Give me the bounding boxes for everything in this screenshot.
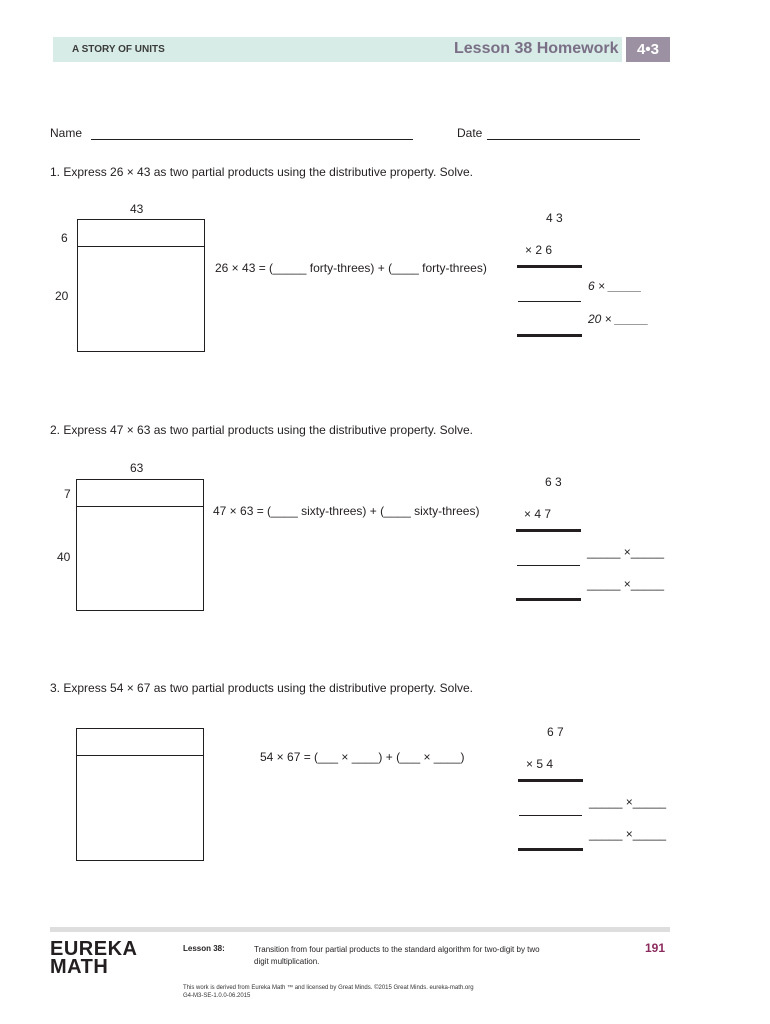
problem-1-alg-bar-1 [517, 265, 582, 268]
problem-2-alg-mult: × 4 7 [524, 507, 552, 521]
problem-1-area-left-small: 6 [61, 231, 68, 245]
problem-3-partial-1-label: _____ ×_____ [589, 795, 667, 809]
footer-lesson-label: Lesson 38: [183, 944, 225, 953]
problem-1-partial-1-label: 6 × _____ [588, 279, 642, 293]
problem-1-partial-2-field[interactable] [518, 320, 581, 321]
problem-3-alg-bar-1 [518, 779, 583, 782]
logo-line-1: EUREKA [50, 938, 138, 960]
problem-2-equation: 47 × 63 = (____ sixty-threes) + (____ sixty-threes) [213, 504, 480, 518]
problem-3-area-model[interactable] [76, 728, 204, 861]
grade-badge: 4•3 [626, 37, 670, 62]
problem-3-alg-mult: × 5 4 [526, 757, 554, 771]
problem-1-prompt: 1. Express 26 × 43 as two partial products using the distributive property. Solve. [50, 165, 473, 179]
problem-2-alg-bar-1 [516, 529, 581, 532]
date-label: Date [457, 126, 483, 140]
area-model-divider [77, 506, 203, 507]
problem-1-alg-bar-2 [517, 334, 582, 337]
problem-1-area-model[interactable] [77, 219, 205, 352]
problem-3-equation: 54 × 67 = (___ × ____) + (___ × ____) [260, 750, 465, 764]
problem-2-partial-1-label: _____ ×_____ [587, 545, 665, 559]
problem-1-alg-mult: × 2 6 [525, 243, 553, 257]
footer-credit [183, 984, 474, 1000]
name-field[interactable] [91, 139, 413, 140]
series-title: A STORY OF UNITS [72, 44, 165, 55]
problem-2-partial-1-field[interactable] [517, 565, 580, 566]
problem-2-prompt: 2. Express 47 × 63 as two partial products using the distributive property. Solve. [50, 423, 473, 437]
date-field[interactable] [487, 139, 640, 140]
problem-1-area-top-label: 43 [130, 202, 144, 216]
problem-3-prompt: 3. Express 54 × 67 as two partial products using the distributive property. Solve. [50, 681, 473, 695]
problem-1-equation: 26 × 43 = (_____ forty-threes) + (____ forty-threes) [215, 261, 487, 275]
problem-2-alg-top: 6 3 [545, 475, 562, 489]
problem-3-partial-1-field[interactable] [519, 815, 582, 816]
credit-line-2: G4-M3-SE-1.0.0-06.2015 [183, 993, 251, 999]
problem-3-alg-top: 6 7 [547, 725, 564, 739]
logo-line-2: MATH [50, 956, 109, 978]
eureka-math-logo [50, 940, 137, 976]
problem-2-area-top-label: 63 [130, 461, 144, 475]
page-number: 191 [645, 941, 666, 955]
footer-description: Transition from four partial products to the standard algorithm for two-digit by two digit multiplication. [254, 945, 540, 966]
problem-2-area-left-small: 7 [64, 487, 71, 501]
problem-1-partial-2-label: 20 × _____ [588, 312, 649, 326]
problem-1-alg-top: 4 3 [546, 211, 563, 225]
problem-2-area-model[interactable] [76, 479, 204, 611]
footer-divider [50, 927, 670, 932]
problem-3-partial-2-label: _____ ×_____ [589, 827, 667, 841]
area-model-divider [78, 246, 204, 247]
problem-2-alg-bar-2 [516, 598, 581, 601]
area-model-divider [77, 755, 203, 756]
lesson-title: Lesson 38 Homework [454, 40, 619, 57]
problem-1-partial-1-field[interactable] [518, 301, 581, 302]
problem-1-area-left-big: 20 [55, 289, 69, 303]
problem-3-alg-bar-2 [518, 848, 583, 851]
problem-2-partial-2-label: _____ ×_____ [587, 577, 665, 591]
credit-line-1: This work is derived from Eureka Math ™ and licensed by Great Minds. ©2015 Great Minds. eureka-math.org [183, 985, 474, 991]
name-label: Name [50, 126, 83, 140]
problem-2-area-left-big: 40 [57, 550, 71, 564]
